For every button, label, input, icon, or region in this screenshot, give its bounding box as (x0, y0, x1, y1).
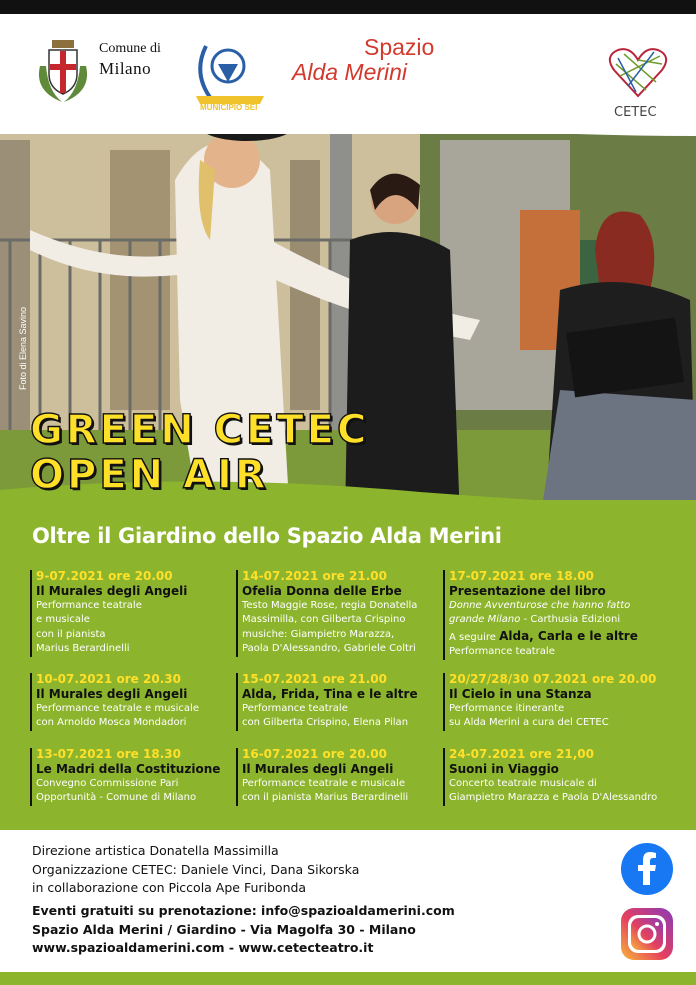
credits-block (32, 842, 359, 898)
event-title: Le Madri della Costituzione (36, 761, 221, 776)
event-desc: Opportunità - Comune di Milano (36, 792, 197, 804)
spazio-alda-merini-logo (292, 36, 434, 87)
event-desc (449, 613, 673, 628)
poster-subtitle: Oltre il Giardino dello Spazio Alda Merini (32, 524, 502, 548)
event-date: 15-07.2021 ore 21.00 (242, 672, 387, 686)
title-line2: OPEN AIR (30, 451, 269, 498)
credit-line: Organizzazione CETEC: Daniele Vinci, Dana Sikorska (32, 861, 360, 877)
event-title: Alda, Frida, Tina e le altre (242, 686, 418, 701)
title-line1: GREEN CETEC (30, 407, 370, 453)
instagram-icon[interactable] (621, 908, 673, 960)
event-desc: Testo Maggie Rose, regia Donatella (242, 599, 418, 611)
event-desc-publisher: - Carthusia Edizioni (520, 614, 621, 626)
event-desc: Marius Berardinelli (36, 643, 130, 655)
event-card (236, 748, 441, 806)
event-desc: con il pianista (36, 628, 106, 640)
municipio-label: MUNICIPIO SEI (200, 103, 258, 112)
event-subtitle: Alda, Carla e le altre (499, 628, 638, 643)
event-card (236, 570, 441, 657)
event-title: Il Murales degli Angeli (36, 686, 188, 701)
event-desc: Giampietro Marazza e Paola D'Alessandro (449, 792, 658, 804)
event-desc: con Gilberta Crispino, Elena Pilan (242, 717, 409, 729)
event-card (443, 673, 673, 731)
event-date: 16-07.2021 ore 20.00 (242, 747, 387, 761)
event-desc-italic: grande Milano (449, 614, 521, 626)
event-card (236, 673, 441, 731)
event-desc: su Alda Merini a cura del CETEC (449, 717, 609, 729)
header (0, 14, 696, 134)
event-desc: Massimilla, con Gilberta Crispino (242, 614, 406, 626)
spazio-line2: Alda Merini (292, 59, 408, 85)
event-card (30, 673, 235, 731)
event-desc (449, 628, 673, 646)
event-desc: Performance teatrale e musicale (36, 702, 199, 714)
event-card (30, 570, 235, 657)
facebook-icon[interactable] (621, 843, 673, 895)
event-desc: Performance teatrale (449, 646, 555, 658)
municipio-sei-icon (190, 38, 270, 112)
milano-line2: Milano (99, 59, 152, 78)
event-desc: con Arnoldo Mosca Mondadori (36, 717, 187, 729)
event-desc: Concerto teatrale musicale di (449, 777, 597, 789)
event-date: 9-07.2021 ore 20.00 (36, 569, 173, 583)
event-desc: e musicale (36, 614, 90, 626)
milano-line1: Comune di (99, 41, 161, 56)
info-line: Spazio Alda Merini / Giardino - Via Magolfa 30 - Milano (32, 921, 416, 937)
event-title: Il Cielo in una Stanza (449, 686, 592, 701)
event-desc: Performance teatrale (242, 702, 348, 714)
event-date: 13-07.2021 ore 18.30 (36, 747, 181, 761)
bottom-green-bar (0, 972, 696, 985)
event-title: Il Murales degli Angeli (242, 761, 394, 776)
event-desc: Performance teatrale (36, 599, 142, 611)
spazio-line1: Spazio (364, 34, 435, 60)
event-desc: Paola D'Alessandro, Gabriele Coltri (242, 643, 416, 655)
event-title: Il Murales degli Angeli (36, 583, 188, 598)
milano-coat-of-arms-icon (32, 36, 94, 106)
event-desc: con il pianista Marius Berardinelli (242, 792, 409, 804)
event-desc: Performance itinerante (449, 702, 565, 714)
cetec-label: CETEC (614, 105, 657, 120)
credit-line: in collaborazione con Piccola Ape Furibonda (32, 880, 307, 895)
event-card (443, 748, 678, 806)
event-date: 17-07.2021 ore 18.00 (449, 569, 594, 583)
event-desc: Convegno Commissione Pari (36, 777, 179, 789)
event-title: Suoni in Viaggio (449, 761, 559, 776)
event-title: Ofelia Donna delle Erbe (242, 583, 402, 598)
photo-credit: Foto di Elena Savino (18, 306, 28, 390)
event-title: Presentazione del libro (449, 583, 606, 598)
poster-title (30, 408, 369, 498)
cetec-heart-icon (606, 42, 670, 120)
info-block (32, 902, 455, 958)
event-card (30, 748, 235, 806)
event-desc: musiche: Giampietro Marazza, (242, 628, 395, 640)
event-date: 10-07.2021 ore 20.30 (36, 672, 181, 686)
credit-line: Direzione artistica Donatella Massimilla (32, 843, 279, 858)
event-desc: Performance teatrale e musicale (242, 777, 405, 789)
event-date: 14-07.2021 ore 21.00 (242, 569, 387, 583)
event-date: 24-07.2021 ore 21,00 (449, 747, 594, 761)
event-desc-prefix: A seguire (449, 631, 500, 643)
top-black-bar (0, 0, 696, 14)
info-line[interactable]: Eventi gratuiti su prenotazione: info@spazioaldamerini.com (32, 903, 455, 918)
event-card (443, 570, 673, 660)
event-date: 20/27/28/30 07.2021 ore 20.00 (449, 672, 657, 686)
event-desc: Donne Avventurose che hanno fatto (449, 599, 631, 611)
info-line[interactable]: www.spazioaldamerini.com - www.cetecteatro.it (32, 940, 374, 955)
comune-di-milano-logo (99, 42, 161, 77)
